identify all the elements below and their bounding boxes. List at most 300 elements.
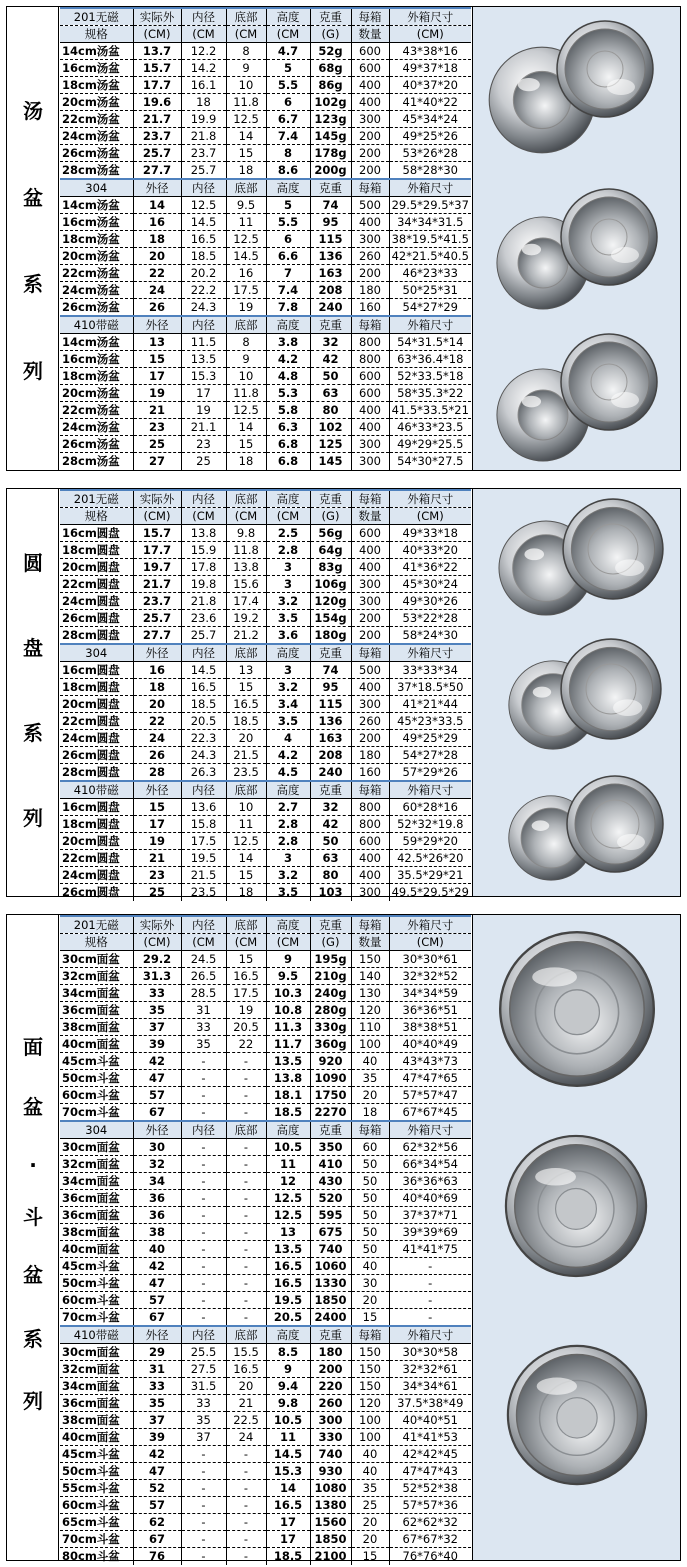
table-header-row — [60, 781, 471, 799]
box-size-cell: 49*25*29 — [389, 730, 471, 747]
per-box-cell: 400 — [351, 419, 389, 436]
per-box-cell: 300 — [351, 453, 389, 470]
box-size-cell: 32*32*52 — [389, 968, 471, 985]
height-cell: 3 — [266, 559, 310, 576]
basin-icon — [505, 1343, 649, 1487]
spec-cell: 40cm面盆 — [60, 1241, 133, 1258]
height-cell: 12.5 — [266, 1190, 310, 1207]
box-size-cell: 57*57*36 — [389, 1497, 471, 1514]
box-size-cell: 41*41*75 — [389, 1241, 471, 1258]
per-box-cell: 150 — [351, 951, 389, 968]
outer-cell: 26 — [133, 747, 181, 764]
weight-cell: 210g — [310, 968, 351, 985]
weight-cell: 123g — [310, 111, 351, 128]
box-size-cell: 40*40*51 — [389, 1412, 471, 1429]
column-header: 规格 — [60, 934, 133, 951]
table-header-row — [60, 8, 471, 26]
bottom-cell: 9.5 — [226, 197, 266, 214]
weight-cell: 80 — [310, 867, 351, 884]
inner-cell: 21.1 — [181, 419, 226, 436]
bottom-cell: 16.5 — [226, 1361, 266, 1378]
outer-cell: 19.6 — [133, 94, 181, 111]
table-row — [60, 1087, 471, 1104]
per-box-cell: 180 — [351, 747, 389, 764]
spec-cell: 20cm圆盘 — [60, 833, 133, 850]
weight-cell: 74 — [310, 197, 351, 214]
spec-cell: 45cm斗盆 — [60, 1258, 133, 1275]
per-box-cell: 300 — [351, 231, 389, 248]
spec-cell: 60cm斗盆 — [60, 1087, 133, 1104]
height-cell: 8 — [266, 145, 310, 162]
box-size-cell: 43*43*73 — [389, 1053, 471, 1070]
column-header: 外箱尺寸 — [389, 1121, 471, 1139]
outer-cell: 26 — [133, 299, 181, 317]
column-header: (CM) — [389, 508, 471, 525]
spec-cell: 20cm圆盘 — [60, 559, 133, 576]
bottom-cell: - — [226, 1190, 266, 1207]
spec-cell: 18cm圆盘 — [60, 679, 133, 696]
spec-cell: 24cm圆盘 — [60, 593, 133, 610]
height-cell: 17 — [266, 1531, 310, 1548]
table-row — [60, 1207, 471, 1224]
outer-cell: 30 — [133, 1139, 181, 1156]
bottom-cell: 11.8 — [226, 542, 266, 559]
spec-cell: 24cm圆盘 — [60, 730, 133, 747]
bottom-cell: 19 — [226, 299, 266, 317]
height-cell: 4.5 — [266, 764, 310, 782]
per-box-cell: 800 — [351, 799, 389, 816]
table-row — [60, 1258, 471, 1275]
inner-cell: 33 — [181, 1019, 226, 1036]
outer-cell: 13.7 — [133, 43, 181, 60]
bottom-cell: - — [226, 1087, 266, 1104]
bottom-cell: - — [226, 1480, 266, 1497]
table-row — [60, 145, 471, 162]
bottom-cell: - — [226, 1258, 266, 1275]
outer-cell: 36 — [133, 1190, 181, 1207]
bottom-cell: 18 — [226, 884, 266, 901]
column-header: (CM — [266, 508, 310, 525]
table-row — [60, 197, 471, 214]
height-cell: 3.4 — [266, 696, 310, 713]
column-header: (CM — [181, 934, 226, 951]
column-header: (CM — [226, 934, 266, 951]
weight-cell: 163 — [310, 265, 351, 282]
height-cell: 4.8 — [266, 368, 310, 385]
outer-cell: 27.7 — [133, 627, 181, 645]
weight-cell: 180g — [310, 627, 351, 645]
spec-cell: 32cm面盆 — [60, 1361, 133, 1378]
per-box-cell: 20 — [351, 1292, 389, 1309]
spec-cell: 16cm圆盘 — [60, 662, 133, 679]
height-cell: 5 — [266, 197, 310, 214]
table-row — [60, 385, 471, 402]
per-box-cell: 100 — [351, 1036, 389, 1053]
inner-cell: - — [181, 1446, 226, 1463]
inner-cell: 12.2 — [181, 43, 226, 60]
outer-cell: 52 — [133, 1480, 181, 1497]
table-row — [60, 1036, 471, 1053]
column-header: (CM — [226, 508, 266, 525]
bottom-cell: - — [226, 1548, 266, 1565]
bottom-cell: - — [226, 1531, 266, 1548]
per-box-cell: 20 — [351, 1514, 389, 1531]
outer-cell: 47 — [133, 1463, 181, 1480]
column-header: 高度 — [266, 1121, 310, 1139]
table-row — [60, 696, 471, 713]
table-row — [60, 402, 471, 419]
column-header: 内径 — [181, 644, 226, 662]
inner-cell: - — [181, 1548, 226, 1565]
bottom-cell: 8 — [226, 334, 266, 351]
height-cell: 18.5 — [266, 1548, 310, 1565]
per-box-cell: 50 — [351, 1224, 389, 1241]
table-row — [60, 985, 471, 1002]
per-box-cell: 120 — [351, 1395, 389, 1412]
outer-cell: 57 — [133, 1292, 181, 1309]
bottom-cell: - — [226, 1173, 266, 1190]
outer-cell: 22 — [133, 265, 181, 282]
weight-cell: 180 — [310, 1344, 351, 1361]
spec-cell: 26cm圆盘 — [60, 747, 133, 764]
spec-cell: 18cm汤盆 — [60, 231, 133, 248]
table-row — [60, 968, 471, 985]
table-header-row — [60, 490, 471, 508]
height-cell: 9.4 — [266, 1378, 310, 1395]
column-header: 克重 — [310, 644, 351, 662]
box-size-cell: 67*67*45 — [389, 1104, 471, 1122]
weight-cell: 1090 — [310, 1070, 351, 1087]
table-row — [60, 679, 471, 696]
height-cell: 10.3 — [266, 985, 310, 1002]
inner-cell: 19 — [181, 402, 226, 419]
outer-cell: 16 — [133, 214, 181, 231]
weight-cell: 1080 — [310, 1480, 351, 1497]
spec-cell: 55cm斗盆 — [60, 1480, 133, 1497]
table-header-row — [60, 916, 471, 934]
weight-cell: 740 — [310, 1446, 351, 1463]
box-size-cell: 41*40*22 — [389, 94, 471, 111]
series-char: 盆 — [23, 186, 43, 210]
height-cell: 11 — [266, 1429, 310, 1446]
column-header: 数量 — [351, 26, 389, 43]
table-row — [60, 1395, 471, 1412]
column-header: 克重 — [310, 316, 351, 334]
height-cell: 6 — [266, 94, 310, 111]
outer-cell: 27.7 — [133, 162, 181, 180]
column-header: 数量 — [351, 508, 389, 525]
per-box-cell: 400 — [351, 850, 389, 867]
spec-cell: 45cm斗盆 — [60, 1446, 133, 1463]
inner-cell: - — [181, 1087, 226, 1104]
table-row — [60, 1429, 471, 1446]
height-cell: 5.3 — [266, 385, 310, 402]
height-cell: 19.5 — [266, 1292, 310, 1309]
weight-cell: 120g — [310, 593, 351, 610]
inner-cell: 13.5 — [181, 351, 226, 368]
bottom-cell: - — [226, 1224, 266, 1241]
spec-cell: 14cm汤盆 — [60, 43, 133, 60]
outer-cell: 18 — [133, 679, 181, 696]
height-cell: 4 — [266, 730, 310, 747]
soup-bowl-pair-icon — [559, 187, 659, 287]
box-size-cell: 49*33*18 — [389, 525, 471, 542]
spec-cell: 24cm汤盆 — [60, 419, 133, 436]
outer-cell: 67 — [133, 1104, 181, 1122]
weight-cell: 102 — [310, 419, 351, 436]
spec-cell: 28cm圆盘 — [60, 764, 133, 782]
bottom-cell: 9 — [226, 60, 266, 77]
series-char: 汤 — [23, 99, 43, 123]
height-cell: 3.2 — [266, 867, 310, 884]
weight-cell: 102g — [310, 94, 351, 111]
spec-cell: 80cm斗盆 — [60, 1548, 133, 1565]
outer-cell: 29.2 — [133, 951, 181, 968]
weight-cell: 42 — [310, 816, 351, 833]
table-row — [60, 1514, 471, 1531]
box-size-cell: 32*32*61 — [389, 1361, 471, 1378]
height-cell: 13.5 — [266, 1053, 310, 1070]
bottom-cell: 15 — [226, 679, 266, 696]
column-header: 底部 — [226, 8, 266, 26]
inner-cell: - — [181, 1053, 226, 1070]
bottom-cell: 19 — [226, 1002, 266, 1019]
table-row — [60, 1070, 471, 1087]
weight-cell: 520 — [310, 1190, 351, 1207]
bottom-cell: - — [226, 1275, 266, 1292]
weight-cell: 260 — [310, 1395, 351, 1412]
outer-cell: 19 — [133, 833, 181, 850]
table-row — [60, 231, 471, 248]
per-box-cell: 130 — [351, 985, 389, 1002]
height-cell: 9.8 — [266, 1395, 310, 1412]
table-row — [60, 951, 471, 968]
weight-cell: 1850 — [310, 1292, 351, 1309]
column-header: 内径 — [181, 179, 226, 197]
inner-cell: 19.5 — [181, 850, 226, 867]
inner-cell: 24.5 — [181, 951, 226, 968]
weight-cell: 208 — [310, 282, 351, 299]
bottom-cell: - — [226, 1241, 266, 1258]
inner-cell: 18.5 — [181, 696, 226, 713]
inner-cell: - — [181, 1463, 226, 1480]
weight-cell: 145g — [310, 128, 351, 145]
bottom-cell: 14 — [226, 128, 266, 145]
bottom-cell: 14 — [226, 419, 266, 436]
height-cell: 3 — [266, 576, 310, 593]
per-box-cell: 35 — [351, 1480, 389, 1497]
spec-cell: 38cm面盆 — [60, 1412, 133, 1429]
inner-cell: 27.5 — [181, 1361, 226, 1378]
spec-cell: 28cm汤盆 — [60, 162, 133, 180]
bottom-cell: 10 — [226, 799, 266, 816]
per-box-cell: 50 — [351, 1156, 389, 1173]
inner-cell: 20.5 — [181, 713, 226, 730]
spec-cell: 36cm面盆 — [60, 1190, 133, 1207]
bottom-cell: 11.8 — [226, 94, 266, 111]
height-cell: 10.5 — [266, 1139, 310, 1156]
bottom-cell: 15 — [226, 145, 266, 162]
spec-table — [60, 489, 471, 901]
inner-cell: 11.5 — [181, 334, 226, 351]
column-header: (CM — [266, 934, 310, 951]
spec-cell: 16cm圆盘 — [60, 525, 133, 542]
column-header: 克重 — [310, 179, 351, 197]
series-label-column — [7, 7, 59, 470]
column-header: 内径 — [181, 490, 226, 508]
bottom-cell: - — [226, 1463, 266, 1480]
box-size-cell: 40*40*69 — [389, 1190, 471, 1207]
inner-cell: 23.7 — [181, 145, 226, 162]
column-header: 高度 — [266, 781, 310, 799]
spec-cell: 50cm斗盆 — [60, 1070, 133, 1087]
outer-cell: 42 — [133, 1258, 181, 1275]
box-size-cell: 57*29*26 — [389, 764, 471, 782]
material-label: 410带磁 — [60, 1326, 133, 1344]
per-box-cell: 40 — [351, 1053, 389, 1070]
spec-cell: 38cm面盆 — [60, 1019, 133, 1036]
box-size-cell: 34*34*31.5 — [389, 214, 471, 231]
spec-cell: 30cm面盆 — [60, 1344, 133, 1361]
weight-cell: 178g — [310, 145, 351, 162]
column-header: 规格 — [60, 26, 133, 43]
height-cell: 17 — [266, 1514, 310, 1531]
height-cell: 5 — [266, 60, 310, 77]
table-row — [60, 764, 471, 782]
weight-cell: 195g — [310, 951, 351, 968]
column-header: 克重 — [310, 490, 351, 508]
bottom-cell: 12.5 — [226, 111, 266, 128]
box-size-cell: 54*27*28 — [389, 747, 471, 764]
outer-cell: 32 — [133, 1156, 181, 1173]
outer-cell: 47 — [133, 1275, 181, 1292]
per-box-cell: 140 — [351, 968, 389, 985]
material-label: 410带磁 — [60, 781, 133, 799]
spec-cell: 34cm面盆 — [60, 1173, 133, 1190]
column-header: 每箱 — [351, 916, 389, 934]
outer-cell: 39 — [133, 1036, 181, 1053]
bottom-cell: 21.2 — [226, 627, 266, 645]
spec-cell: 26cm圆盘 — [60, 610, 133, 627]
weight-cell: 430 — [310, 1173, 351, 1190]
table-row — [60, 833, 471, 850]
weight-cell: 68g — [310, 60, 351, 77]
box-size-cell: 37*37*71 — [389, 1207, 471, 1224]
column-header: 外箱尺寸 — [389, 916, 471, 934]
outer-cell: 38 — [133, 1224, 181, 1241]
table-row — [60, 77, 471, 94]
inner-cell: 33 — [181, 1395, 226, 1412]
bottom-cell: 18 — [226, 162, 266, 180]
weight-cell: 63 — [310, 850, 351, 867]
height-cell: 3.5 — [266, 884, 310, 901]
box-size-cell: 46*23*33 — [389, 265, 471, 282]
per-box-cell: 50 — [351, 1173, 389, 1190]
outer-cell: 76 — [133, 1548, 181, 1565]
table-row — [60, 593, 471, 610]
table-header-row — [60, 508, 471, 525]
table-row — [60, 1173, 471, 1190]
per-box-cell: 15 — [351, 1309, 389, 1327]
per-box-cell: 40 — [351, 1463, 389, 1480]
box-size-cell: 58*28*30 — [389, 162, 471, 180]
per-box-cell: 400 — [351, 559, 389, 576]
table-row — [60, 1361, 471, 1378]
bottom-cell: - — [226, 1139, 266, 1156]
outer-cell: 29 — [133, 1344, 181, 1361]
column-header: 外径 — [133, 781, 181, 799]
inner-cell: 22.3 — [181, 730, 226, 747]
weight-cell: 106g — [310, 576, 351, 593]
outer-cell: 34 — [133, 1173, 181, 1190]
outer-cell: 17 — [133, 368, 181, 385]
column-header: 外箱尺寸 — [389, 490, 471, 508]
table-row — [60, 214, 471, 231]
inner-cell: - — [181, 1258, 226, 1275]
table-row — [60, 1241, 471, 1258]
height-cell: 6.3 — [266, 419, 310, 436]
per-box-cell: 20 — [351, 1087, 389, 1104]
outer-cell: 15 — [133, 351, 181, 368]
inner-cell: 23.6 — [181, 610, 226, 627]
weight-cell: 42 — [310, 351, 351, 368]
bottom-cell: 14.5 — [226, 248, 266, 265]
table-row — [60, 436, 471, 453]
height-cell: 3.2 — [266, 593, 310, 610]
per-box-cell: 400 — [351, 94, 389, 111]
soup-bowl-section — [6, 6, 681, 471]
column-header: 克重 — [310, 916, 351, 934]
box-size-cell: 45*30*24 — [389, 576, 471, 593]
column-header: 克重 — [310, 1121, 351, 1139]
table-header-row — [60, 934, 471, 951]
column-header: 底部 — [226, 179, 266, 197]
height-cell: 11.7 — [266, 1036, 310, 1053]
inner-cell: 25 — [181, 453, 226, 470]
series-char: 斗 — [23, 1205, 43, 1229]
bottom-cell: - — [226, 1070, 266, 1087]
weight-cell: 930 — [310, 1463, 351, 1480]
per-box-cell: 150 — [351, 1344, 389, 1361]
weight-cell: 240g — [310, 985, 351, 1002]
inner-cell: - — [181, 1241, 226, 1258]
inner-cell: 25.5 — [181, 1344, 226, 1361]
box-size-cell: 41*41*53 — [389, 1429, 471, 1446]
weight-cell: 154g — [310, 610, 351, 627]
column-header: 高度 — [266, 644, 310, 662]
material-label: 304 — [60, 179, 133, 197]
box-size-cell: 53*26*28 — [389, 145, 471, 162]
spec-cell: 16cm汤盆 — [60, 351, 133, 368]
column-header: 数量 — [351, 934, 389, 951]
per-box-cell: 600 — [351, 368, 389, 385]
box-size-cell: 40*33*20 — [389, 542, 471, 559]
weight-cell: 330 — [310, 1429, 351, 1446]
per-box-cell: 160 — [351, 764, 389, 782]
box-size-cell: 54*30*27.5 — [397, 454, 464, 469]
outer-cell: 47 — [133, 1070, 181, 1087]
outer-cell: 57 — [133, 1497, 181, 1514]
per-box-cell: 300 — [351, 576, 389, 593]
inner-cell: 24.3 — [181, 299, 226, 317]
bottom-cell: 17.5 — [226, 282, 266, 299]
height-cell: 5.8 — [266, 402, 310, 419]
per-box-cell: 300 — [351, 593, 389, 610]
series-char: 盆 — [23, 1095, 43, 1119]
box-size-cell: 40*37*20 — [389, 77, 471, 94]
per-box-cell: 110 — [351, 1019, 389, 1036]
spec-cell: 30cm面盆 — [60, 1139, 133, 1156]
